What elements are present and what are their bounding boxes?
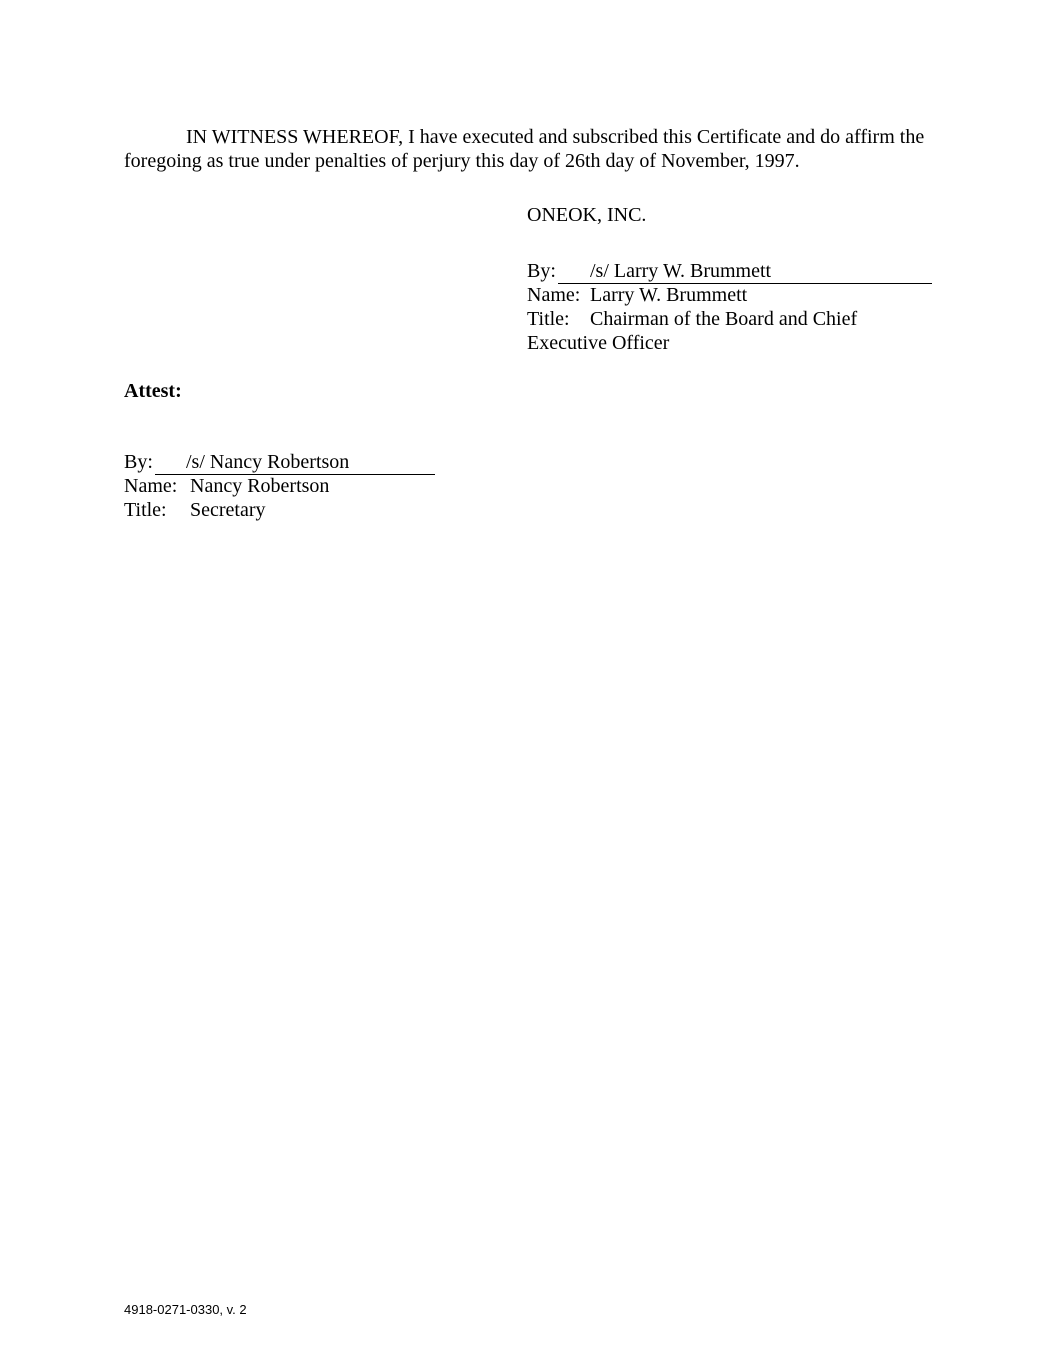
signer-title-line2: Executive Officer — [527, 332, 670, 354]
attest-by-label: By: — [124, 451, 153, 473]
attest-heading: Attest: — [124, 380, 182, 402]
signer-by-label: By: — [527, 260, 556, 282]
company-name: ONEOK, INC. — [527, 204, 647, 226]
attest-signature: /s/ Nancy Robertson — [186, 451, 350, 473]
signer-title-line1: Chairman of the Board and Chief — [590, 308, 858, 330]
signer-signature-line — [558, 259, 932, 284]
signer-name: Larry W. Brummett — [590, 284, 748, 306]
signer-signature: /s/ Larry W. Brummett — [590, 260, 772, 282]
attest-title-label: Title: — [124, 499, 167, 521]
attest-name-label: Name: — [124, 475, 178, 497]
attest-signature-line — [155, 450, 435, 475]
signer-name-label: Name: — [527, 284, 581, 306]
witness-paragraph: IN WITNESS WHEREOF, I have executed and subscribed this Certificate and do affirm the foregoing as true under penalties of perjury this day of 26th day of November, 1997. — [124, 126, 925, 172]
attest-name: Nancy Robertson — [190, 475, 330, 497]
attest-title: Secretary — [190, 499, 266, 521]
signer-title-label: Title: — [527, 308, 570, 330]
footer-doc-id: 4918-0271-0330, v. 2 — [124, 1302, 247, 1317]
